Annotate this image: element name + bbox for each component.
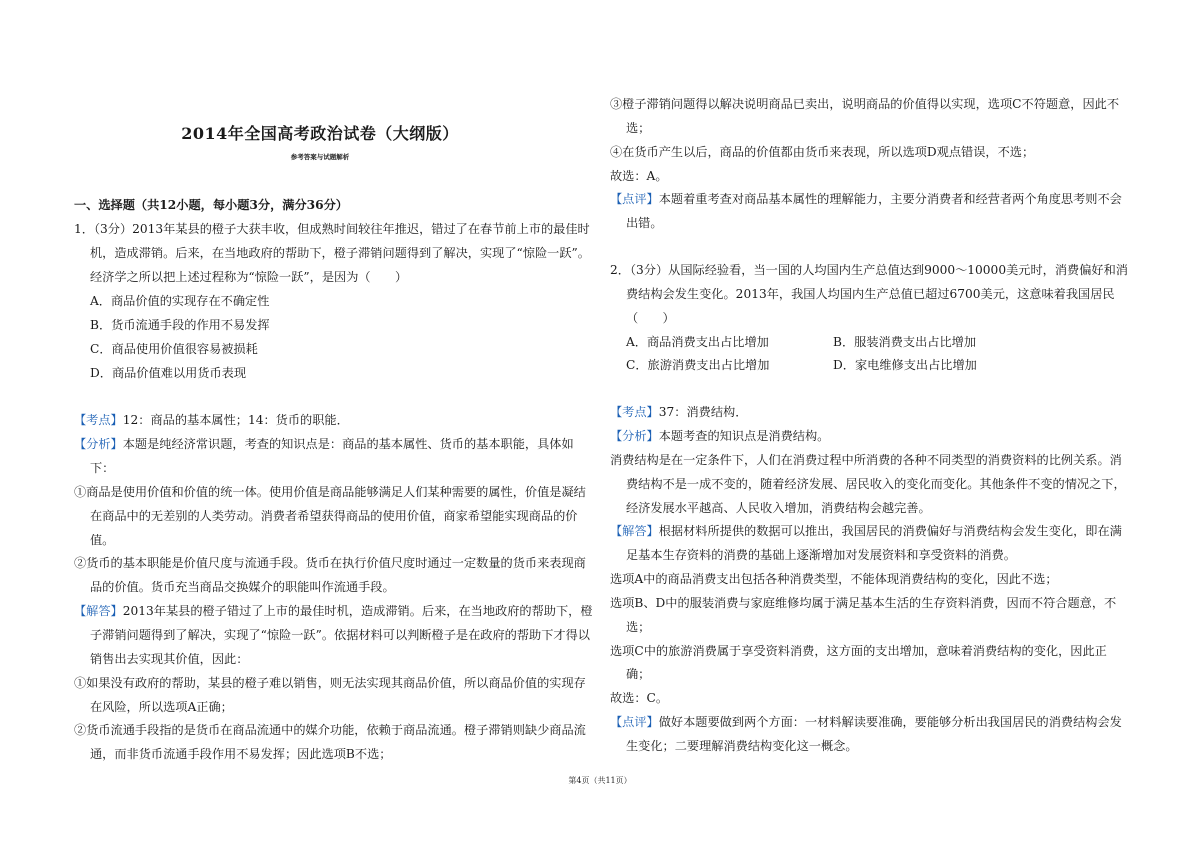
- question-1-line: 1．（3分）2013年某县的橙子大获丰收，但成熟时间较往年推迟，错过了在春节前上市的最佳时: [74, 222, 590, 236]
- option-a: A．商品价值的实现存在不确定性: [90, 294, 270, 308]
- answer-line: 选；: [626, 620, 651, 634]
- option-d: D．家电维修支出占比增加: [833, 358, 977, 372]
- jieda-line: 【解答】根据材料所提供的数据可以推出，我国居民的消费偏好与消费结构会发生变化，即在满: [610, 524, 1122, 538]
- analysis-line: 品的价值。货币充当商品交换媒介的职能叫作流通手段。: [90, 580, 395, 594]
- section-tag: 【考点】: [610, 405, 659, 419]
- question-1-line: 机，造成滞销。后来，在当地政府的帮助下，橙子滞销问题得到了解决，实现了“惊险一跃”。: [90, 246, 590, 260]
- answer-line: ④在货币产生以后，商品的价值都由货币来表现，所以选项D观点错误，不选；: [610, 145, 1035, 159]
- answer-line: 选项A中的商品消费支出包括各种消费类型，不能体现消费结构的变化，因此不选；: [610, 572, 1058, 586]
- option-c: C．旅游消费支出占比增加: [626, 358, 770, 372]
- kaodian-line: 【考点】12：商品的基本属性；14：货币的职能．: [74, 413, 349, 427]
- section-tag: 【点评】: [610, 715, 659, 729]
- analysis-line: ①商品是使用价值和价值的统一体。使用价值是商品能够满足人们某种需要的属性，价值是凝结: [74, 485, 586, 499]
- question-2-line: 2．（3分）从国际经验看，当一国的人均国内生产总值达到9000～10000美元时，消费偏好和消: [610, 263, 1128, 277]
- page-footer: 第4页（共11页）: [568, 776, 632, 785]
- answer-line: ①如果没有政府的帮助，某县的橙子难以销售，则无法实现其商品价值，所以商品价值的实现存: [74, 676, 586, 690]
- answer-line: 选项C中的旅游消费属于享受资料消费，这方面的支出增加，意味着消费结构的变化，因此正: [610, 644, 1107, 658]
- answer-line: 通，而非货币流通手段作用不易发挥；因此选项B不选；: [90, 747, 392, 761]
- choice-line: 故选：C。: [610, 691, 669, 705]
- analysis-line: 值。: [90, 533, 115, 547]
- page-subtitle: 参考答案与试题解析: [290, 153, 350, 161]
- answer-line: 确；: [626, 667, 651, 681]
- answer-line: 足基本生存资料的消费的基础上逐渐增加对发展资料和享受资料的消费。: [626, 548, 1016, 562]
- answer-line: 选；: [626, 121, 651, 135]
- fenxi-line: 【分析】本题考查的知识点是消费结构。: [610, 429, 830, 443]
- section-tag: 【解答】: [74, 604, 123, 618]
- fenxi-line: 【分析】本题是纯经济常识题，考查的知识点是：商品的基本属性、货币的基本职能，具体如: [74, 437, 574, 451]
- choice-line: 故选：A。: [610, 169, 668, 183]
- dianping-line: 【点评】做好本题要做到两个方面：一材料解读要准确，要能够分析出我国居民的消费结构会发: [610, 715, 1122, 729]
- question-1-line: 经济学之所以把上述过程称为“惊险一跃”，是因为（ ）: [90, 270, 408, 284]
- question-2-line: （ ）: [626, 311, 675, 325]
- analysis-line: 费结构不是一成不变的，随着经济发展、居民收入的变化而变化。其他条件不变的情况之下，: [626, 477, 1126, 491]
- option-b: B．货币流通手段的作用不易发挥: [90, 318, 270, 332]
- dianping-line: 生变化；二要理解消费结构变化这一概念。: [626, 739, 858, 753]
- kaodian-line: 【考点】37：消费结构．: [610, 405, 748, 419]
- analysis-line: 在商品中的无差别的人类劳动。消费者希望获得商品的使用价值，商家希望能实现商品的价: [90, 509, 578, 523]
- option-a: A．商品消费支出占比增加: [626, 335, 769, 349]
- answer-line: 销售出去实现其价值，因此：: [90, 652, 249, 666]
- question-2-line: 费结构会发生变化。2013年，我国人均国内生产总值已超过6700美元，这意味着我国居民: [626, 287, 1115, 301]
- section-tag: 【解答】: [610, 524, 659, 538]
- answer-line: 在风险，所以选项A正确；: [90, 700, 233, 714]
- jieda-line: 【解答】2013年某县的橙子错过了上市的最佳时机，造成滞销。后来，在当地政府的帮助下，橙: [74, 604, 593, 618]
- analysis-line: 消费结构是在一定条件下，人们在消费过程中所消费的各种不同类型的消费资料的比例关系。消: [610, 453, 1122, 467]
- answer-line: 选项B、D中的服装消费与家庭维修均属于满足基本生活的生存资料消费，因而不符合题意，不: [610, 596, 1117, 610]
- analysis-line: 下：: [90, 461, 115, 475]
- section-heading: 一、选择题（共12小题，每小题3分，满分36分）: [74, 198, 348, 212]
- answer-line: ②货币流通手段指的是货币在商品流通中的媒介功能，依赖于商品流通。橙子滞销则缺少商品流: [74, 723, 586, 737]
- section-tag: 【考点】: [74, 413, 123, 427]
- answer-line: ③橙子滞销问题得以解决说明商品已卖出，说明商品的价值得以实现，选项C不符题意，因此不: [610, 97, 1120, 111]
- option-b: B．服装消费支出占比增加: [833, 335, 977, 349]
- page-title: 2014年全国高考政治试卷（大纲版）: [181, 124, 459, 143]
- answer-line: 子滞销问题得到了解决，实现了“惊险一跃”。依据材料可以判断橙子是在政府的帮助下才得以: [90, 628, 590, 642]
- section-tag: 【分析】: [610, 429, 659, 443]
- section-tag: 【点评】: [610, 192, 659, 206]
- analysis-line: ②货币的基本职能是价值尺度与流通手段。货币在执行价值尺度时通过一定数量的货币来表现商: [74, 556, 586, 570]
- dianping-line: 出错。: [626, 216, 663, 230]
- analysis-line: 经济发展水平越高、人民收入增加，消费结构会越完善。: [626, 501, 931, 515]
- option-c: C．商品使用价值很容易被损耗: [90, 342, 258, 356]
- option-d: D．商品价值难以用货币表现: [90, 366, 247, 380]
- section-tag: 【分析】: [74, 437, 123, 451]
- dianping-line: 【点评】本题着重考查对商品基本属性的理解能力，主要分消费者和经营者两个角度思考则不会: [610, 192, 1122, 206]
